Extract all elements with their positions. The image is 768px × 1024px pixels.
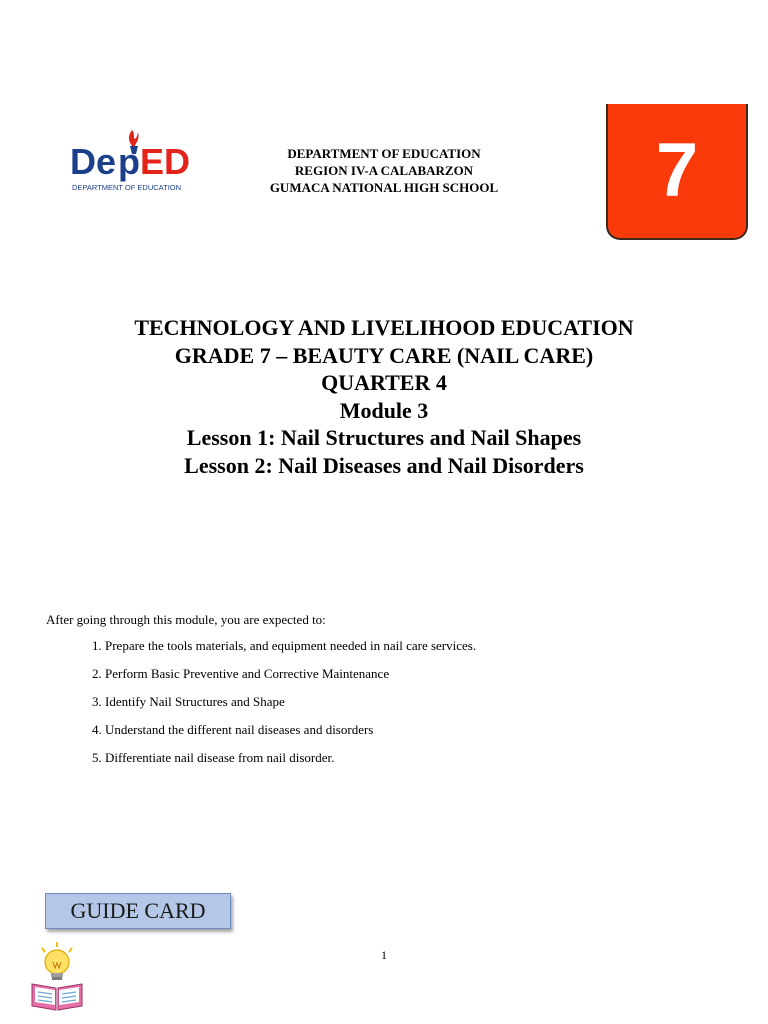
objective-item: 5. Differentiate nail disease from nail disorder. xyxy=(92,750,335,765)
lesson2-title: Lesson 2: Nail Diseases and Nail Disorders xyxy=(184,452,584,478)
deped-logo xyxy=(70,128,210,196)
subject-title: TECHNOLOGY AND LIVELIHOOD EDUCATION xyxy=(134,315,634,340)
school-header xyxy=(234,145,534,196)
svg-text:DEPARTMENT OF EDUCATION: DEPARTMENT OF EDUCATION xyxy=(72,183,182,192)
svg-text:De: De xyxy=(70,141,117,182)
lightbulb-book-icon xyxy=(28,942,86,1012)
header-region: REGION IV-A CALABARZON xyxy=(294,163,474,178)
svg-text:ED: ED xyxy=(140,141,191,182)
module-titles xyxy=(60,314,708,479)
page-number: 1 xyxy=(381,948,387,962)
lesson1-title: Lesson 1: Nail Structures and Nail Shapes xyxy=(186,425,582,450)
grade-badge: 7 xyxy=(606,104,748,240)
header-department: DEPARTMENT OF EDUCATION xyxy=(287,146,481,161)
objectives-intro: After going through this module, you are expected to: xyxy=(46,612,326,627)
quarter-title: QUARTER 4 xyxy=(321,370,447,395)
objectives-list xyxy=(46,638,706,766)
module-title: Module 3 xyxy=(339,397,429,423)
objective-item: 2. Perform Basic Preventive and Corrective Maintenance xyxy=(92,666,390,681)
grade-title: GRADE 7 – BEAUTY CARE (NAIL CARE) xyxy=(174,342,594,368)
objective-item: 3. Identify Nail Structures and Shape xyxy=(92,694,285,709)
guide-card-label: GUIDE CARD xyxy=(45,893,231,929)
learning-objectives xyxy=(46,612,706,778)
svg-text:p: p xyxy=(118,141,140,182)
header-school: GUMACA NATIONAL HIGH SCHOOL xyxy=(269,180,499,195)
objective-item: 4. Understand the different nail diseases and disorders xyxy=(92,722,374,737)
objective-item: 1. Prepare the tools materials, and equipment needed in nail care services. xyxy=(92,638,477,653)
